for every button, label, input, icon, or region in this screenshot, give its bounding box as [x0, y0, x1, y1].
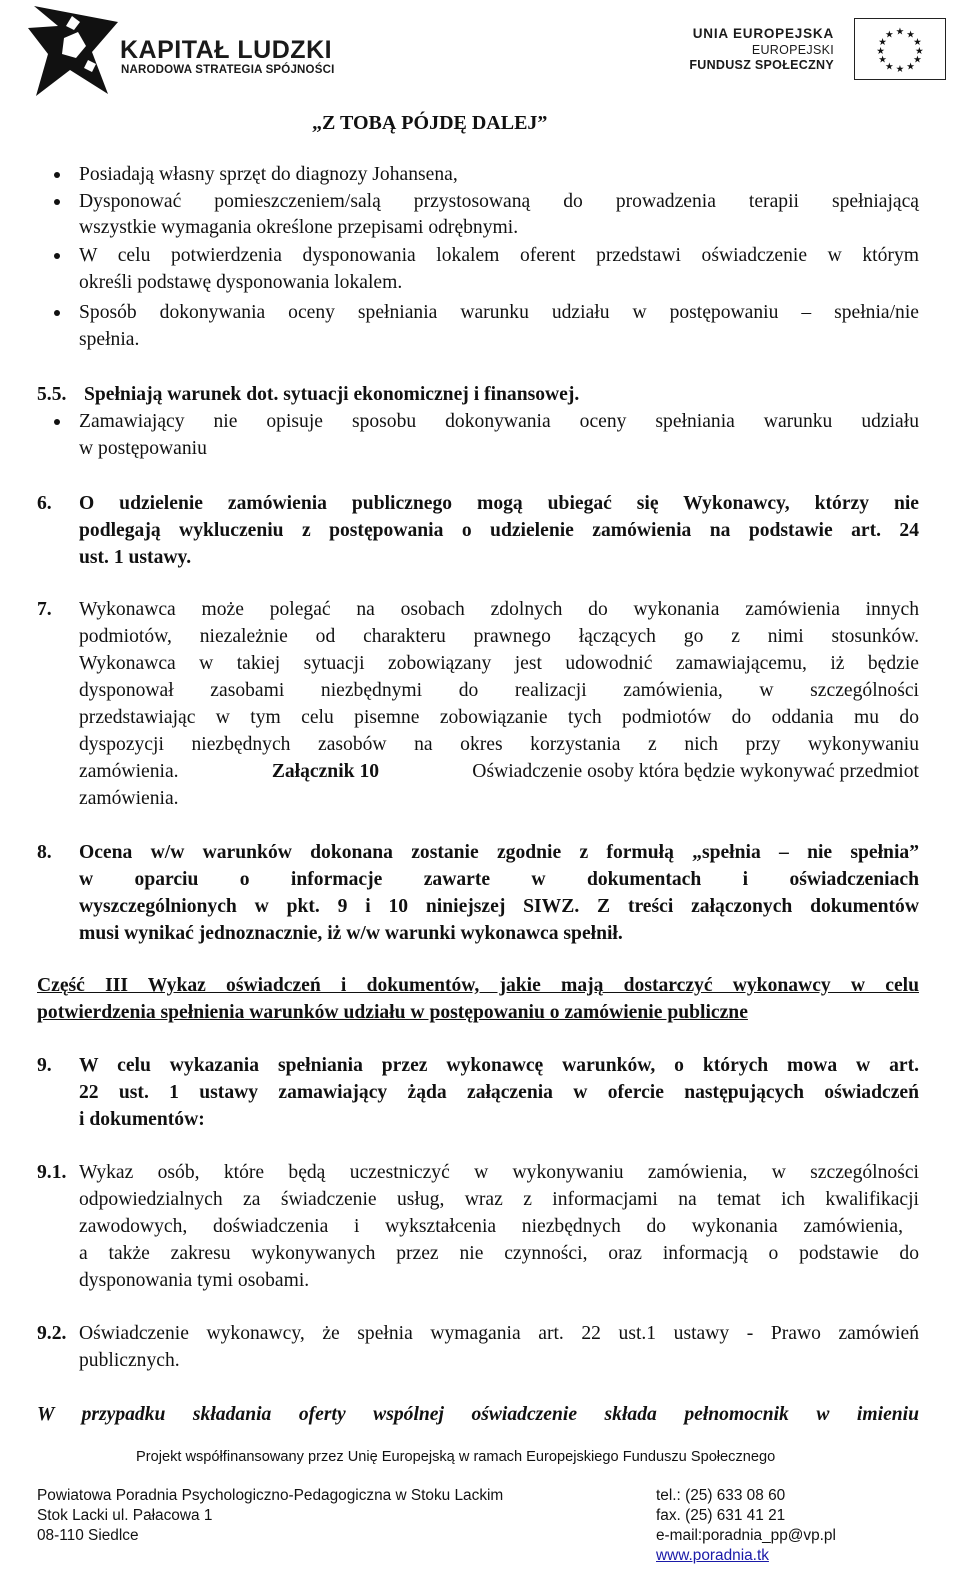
- bullet-dot: [54, 419, 60, 425]
- section-text: Oświadczenie osoby która będzie wykonywać przedmiot: [472, 761, 919, 782]
- bullet-text: W celu potwierdzenia dysponowania lokalem oferent przedstawi oświadczenie w którym: [79, 245, 919, 266]
- bullet-text: wszystkie wymagania określone przepisami odrębnymi.: [79, 217, 519, 238]
- section-text: i dokumentów:: [79, 1109, 205, 1130]
- eu-logo: [690, 18, 946, 82]
- logo-subtitle: NARODOWA STRATEGIA SPÓJNOŚCI: [121, 64, 335, 76]
- section-text: O udzielenie zamówienia publicznego mogą ubiegać się Wykonawcy, którzy nie: [79, 493, 919, 514]
- eu-logo-line2: EUROPEJSKI: [751, 43, 834, 57]
- svg-text:★: ★: [895, 64, 905, 76]
- svg-text:★: ★: [906, 61, 915, 73]
- svg-text:★: ★: [878, 54, 887, 66]
- svg-text:★: ★: [915, 45, 924, 57]
- bullet-text: Zamawiający nie opisuje sposobu dokonywania oceny spełniania warunku udziału: [79, 411, 919, 432]
- bullet-text: Posiadają własny sprzęt do diagnozy Johansena,: [79, 164, 458, 185]
- section-text: przedstawiając w tym celu pisemne zobowiązanie tych podmiotów do oddania mu do: [79, 707, 919, 728]
- svg-text:★: ★: [913, 54, 922, 66]
- footer-tel: tel.: (25) 633 08 60: [656, 1487, 786, 1504]
- footer-email[interactable]: e-mail:poradnia_pp@vp.pl: [656, 1527, 836, 1544]
- section-text: dysponowania tymi osobami.: [79, 1270, 310, 1291]
- section-text: w oparciu o informacje zawarte w dokumentach i oświadczeniach: [79, 869, 919, 890]
- svg-text:★: ★: [906, 29, 915, 41]
- section-text: podlegają wykluczeniu z postępowania o udzielenie zamówienia na podstawie art. 24: [79, 520, 919, 541]
- eu-flag-icon: [854, 18, 946, 80]
- closing-note: W przypadku składania oferty wspólnej oświadczenie składa pełnomocnik w imieniu: [37, 1404, 919, 1425]
- section-text: dyspozycji niezbędnych zasobów na okres korzystania z nich przy wykonywaniu: [79, 734, 919, 755]
- footer-website-link[interactable]: www.poradnia.tk: [656, 1547, 769, 1564]
- section-text: zamówienia.: [79, 788, 179, 809]
- section-heading: Spełniają warunek dot. sytuacji ekonomicznej i finansowej.: [84, 384, 580, 405]
- section-text: Wykonawca w takiej sytuacji zobowiązany jest udowodnić zamawiającemu, iż będzie: [79, 653, 919, 674]
- section-number: 8.: [37, 842, 52, 863]
- section-text: zamówienia.: [79, 761, 179, 782]
- eu-logo-line3: FUNDUSZ SPOŁECZNY: [689, 58, 834, 72]
- bullet-text: Dysponować pomieszczeniem/salą przystosowaną do prowadzenia terapii spełniającą: [79, 191, 919, 212]
- footer-fax: fax. (25) 631 41 21: [656, 1507, 786, 1524]
- bullet-text: Sposób dokonywania oceny spełniania warunku udziału w postępowaniu – spełnia/nie: [79, 302, 919, 323]
- section-number: 9.: [37, 1055, 52, 1076]
- bullet-dot: [54, 199, 60, 205]
- bullet-dot: [54, 172, 60, 178]
- section-text: Wykaz osób, które będą uczestniczyć w wykonywaniu zamówienia, w szczególności: [79, 1162, 919, 1183]
- section-text: podmiotów, niezależnie od charakteru prawnego łączących go z nimi stosunków.: [79, 626, 919, 647]
- eu-logo-line1: UNIA EUROPEJSKA: [692, 26, 834, 41]
- footer-org-name: Powiatowa Poradnia Psychologiczno-Pedagogiczna w Stoku Lackim: [37, 1487, 504, 1504]
- section-text: Oświadczenie wykonawcy, że spełnia wymagania art. 22 ust.1 ustawy - Prawo zamówień: [79, 1323, 919, 1344]
- bullet-text: w postępowaniu: [79, 438, 207, 459]
- section-text: Wykonawca może polegać na osobach zdolnych do wykonania zamówienia innych: [79, 599, 919, 620]
- section-text: wyszczególnionych w pkt. 9 i 10 niniejszej SIWZ. Z treści załączonych dokumentów: [79, 896, 919, 917]
- bullet-dot: [54, 310, 60, 316]
- svg-text:★: ★: [876, 45, 885, 57]
- section-number: 5.5.: [37, 384, 67, 405]
- section-text: W celu wykazania spełniania przez wykonawcę warunków, o których mowa w art.: [79, 1055, 919, 1076]
- attachment-reference: Załącznik 10: [271, 761, 380, 782]
- slogan: „Z TOBĄ PÓJDĘ DALEJ”: [312, 112, 548, 134]
- kapital-ludzki-logo: [28, 2, 338, 98]
- section-number: 9.1.: [37, 1162, 67, 1183]
- section-text: a także zakresu wykonywanych przez nie czynności, oraz informacją o podstawie do: [79, 1243, 919, 1264]
- svg-text:★: ★: [878, 37, 887, 49]
- svg-text:★: ★: [895, 26, 905, 38]
- section-text: musi wynikać jednoznacznie, iż w/w warunki wykonawca spełnił.: [79, 923, 623, 944]
- section-number: 9.2.: [37, 1323, 67, 1344]
- section-number: 7.: [37, 599, 52, 620]
- svg-text:★: ★: [913, 37, 922, 49]
- section-text: dysponował zasobami niezbędnymi do realizacji zamówienia, w szczególności: [79, 680, 919, 701]
- bullet-text: spełnia.: [79, 329, 140, 350]
- section-text: zawodowych, doświadczenia i wykształcenia niezbędnych do wykonania zamówienia,: [79, 1216, 903, 1237]
- logo-title: KAPITAŁ LUDZKI: [120, 36, 333, 64]
- bullet-dot: [54, 253, 60, 259]
- svg-text:★: ★: [885, 61, 894, 73]
- section-text-row: [79, 760, 919, 784]
- svg-text:★: ★: [885, 29, 894, 41]
- kapital-ludzki-star-icon: [28, 2, 122, 98]
- section-text: odpowiedzialnych za świadczenie usług, wraz z informacjami na temat ich kwalifikacji: [79, 1189, 919, 1210]
- bullet-text: określi podstawę dysponowania lokalem.: [79, 272, 403, 293]
- section-text: ust. 1 ustawy.: [79, 547, 192, 568]
- section-text: 22 ust. 1 ustawy zamawiający żąda załączenia w ofercie następujących oświadczeń: [79, 1082, 919, 1103]
- section-number: 6.: [37, 493, 52, 514]
- section-text: Ocena w/w warunków dokonana zostanie zgodnie z formułą „spełnia – nie spełnia”: [79, 842, 919, 863]
- footer-address: Stok Lacki ul. Pałacowa 1: [37, 1507, 213, 1524]
- footer-project-note: Projekt współfinansowany przez Unię Europejską w ramach Europejskiego Funduszu Społecznego: [136, 1449, 776, 1465]
- part-heading: potwierdzenia spełnienia warunków udziału w postępowaniu o zamówienie publiczne: [37, 1002, 748, 1023]
- footer-postal: 08-110 Siedlce: [37, 1527, 139, 1544]
- part-heading: Część III Wykaz oświadczeń i dokumentów, jakie mają dostarczyć wykonawcy w celu: [37, 975, 919, 996]
- section-text: publicznych.: [79, 1350, 180, 1371]
